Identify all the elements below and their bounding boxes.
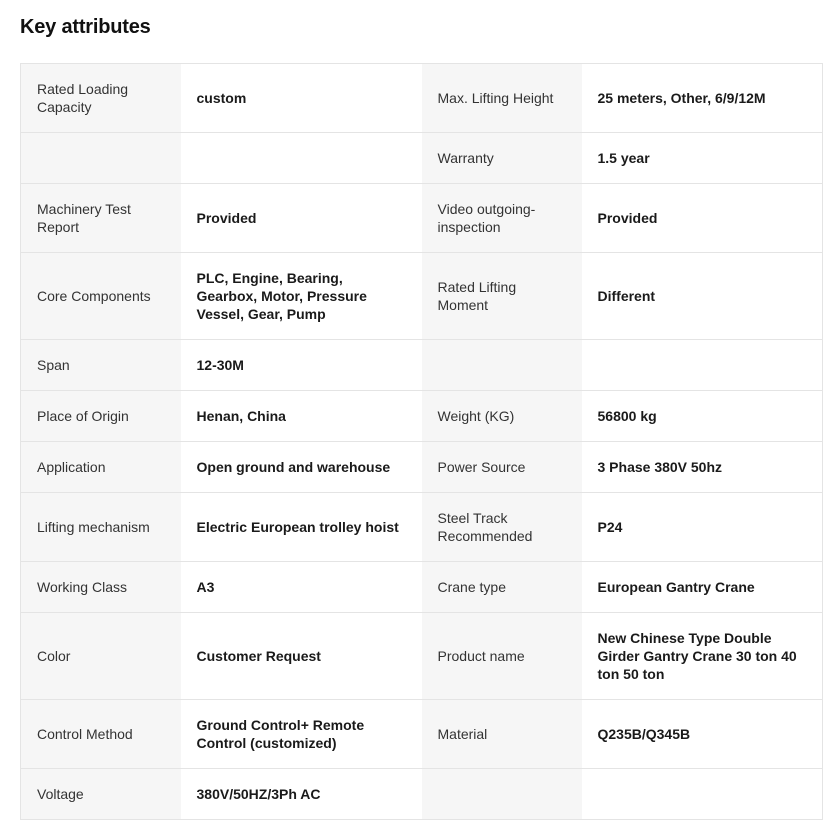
table-row [21,769,823,820]
attribute-label: Product name [422,613,582,700]
attribute-label [21,133,181,184]
attribute-label: Span [21,340,181,391]
attribute-label: Lifting mechanism [21,493,181,562]
table-row [21,184,823,253]
attribute-label: Steel Track Recommended [422,493,582,562]
attribute-value: A3 [181,562,422,613]
attribute-label: Machinery Test Report [21,184,181,253]
attribute-label: Material [422,700,582,769]
attribute-value: P24 [582,493,823,562]
attribute-label: Rated Loading Capacity [21,64,181,133]
section-title: Key attributes [20,16,151,38]
table-row [21,562,823,613]
attribute-value: New Chinese Type Double Girder Gantry Crane 30 ton 40 ton 50 ton [582,613,823,700]
attribute-label: Voltage [21,769,181,820]
attribute-label [422,340,582,391]
attribute-label: Video outgoing-inspection [422,184,582,253]
attribute-value: 3 Phase 380V 50hz [582,442,823,493]
attribute-value [582,769,823,820]
key-attributes-table [20,63,823,820]
table-row [21,613,823,700]
attribute-label: Warranty [422,133,582,184]
attribute-value: 1.5 year [582,133,823,184]
attribute-label: Application [21,442,181,493]
attribute-value: Q235B/Q345B [582,700,823,769]
attribute-label [422,769,582,820]
attribute-label: Rated Lifting Moment [422,253,582,340]
table-row [21,700,823,769]
attribute-label: Weight (KG) [422,391,582,442]
table-row [21,64,823,133]
attribute-label: Core Components [21,253,181,340]
attribute-value: custom [181,64,422,133]
attribute-label: Color [21,613,181,700]
attribute-value: Open ground and warehouse [181,442,422,493]
attribute-label: Crane type [422,562,582,613]
attribute-value: Henan, China [181,391,422,442]
attribute-value: 56800 kg [582,391,823,442]
attribute-value: Customer Request [181,613,422,700]
table-row [21,133,823,184]
attribute-value: 25 meters, Other, 6/9/12M [582,64,823,133]
table-row [21,391,823,442]
attribute-value: Electric European trolley hoist [181,493,422,562]
attribute-value [181,133,422,184]
attribute-label: Power Source [422,442,582,493]
attribute-value: Provided [181,184,422,253]
table-row [21,442,823,493]
attribute-label: Place of Origin [21,391,181,442]
attribute-value: European Gantry Crane [582,562,823,613]
attribute-value: Ground Control+ Remote Control (customized) [181,700,422,769]
attribute-value: Provided [582,184,823,253]
table-row [21,253,823,340]
attribute-value [582,340,823,391]
table-row [21,340,823,391]
attribute-value: 380V/50HZ/3Ph AC [181,769,422,820]
attribute-value: 12-30M [181,340,422,391]
attribute-label: Working Class [21,562,181,613]
attribute-value: Different [582,253,823,340]
attribute-label: Control Method [21,700,181,769]
attribute-label: Max. Lifting Height [422,64,582,133]
attribute-value: PLC, Engine, Bearing, Gearbox, Motor, Pressure Vessel, Gear, Pump [181,253,422,340]
table-row [21,493,823,562]
